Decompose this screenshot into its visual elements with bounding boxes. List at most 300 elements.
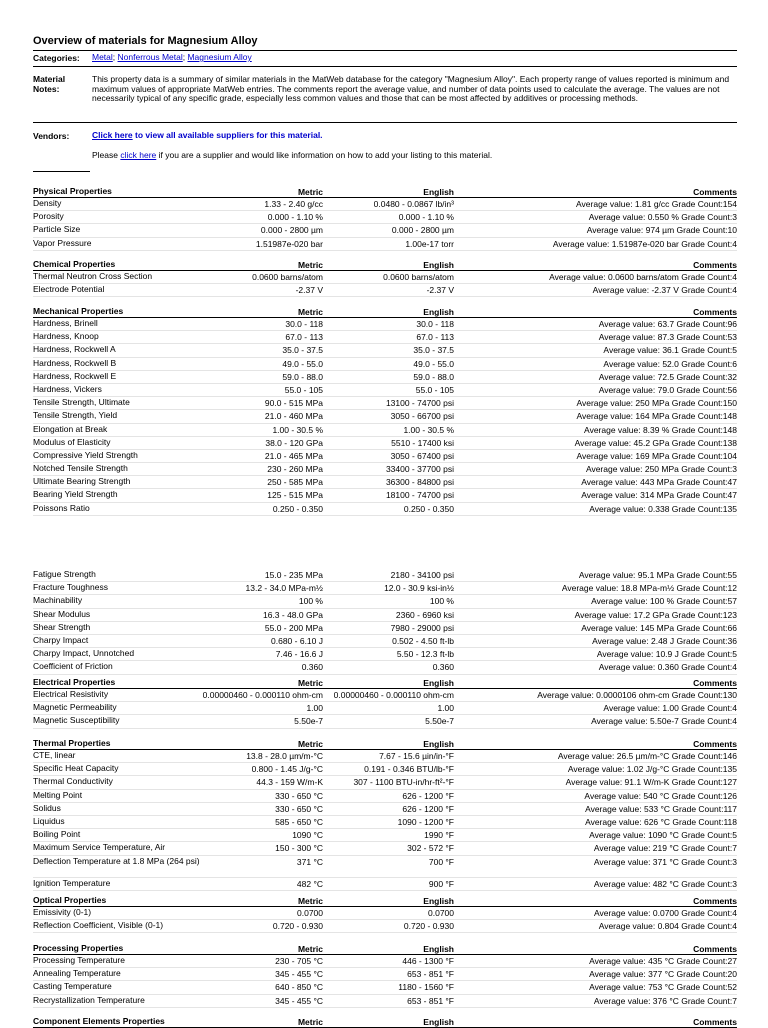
category-link-nonferrous-metal[interactable]: Nonferrous Metal bbox=[117, 52, 183, 62]
supplier-click-here-link[interactable]: click here bbox=[120, 150, 157, 160]
english-column-header: English bbox=[423, 739, 454, 749]
table-row bbox=[33, 198, 737, 211]
english-value: 7980 - 29000 psi bbox=[390, 622, 454, 633]
supplier-note-pre: Please bbox=[92, 150, 121, 160]
property-name: CTE, linear bbox=[33, 750, 76, 760]
table-row bbox=[33, 661, 737, 674]
metric-value: 0.800 - 1.45 J/g-°C bbox=[251, 764, 323, 775]
table-row bbox=[33, 437, 737, 450]
metric-value: 1.00 - 30.5 % bbox=[272, 424, 323, 435]
english-value: 67.0 - 113 bbox=[416, 332, 454, 343]
property-name: Coefficient of Friction bbox=[33, 661, 113, 672]
property-name: Processing Temperature bbox=[33, 955, 125, 965]
section-title: Mechanical Properties bbox=[33, 306, 124, 316]
table-row bbox=[33, 424, 737, 437]
english-value: 626 - 1200 °F bbox=[402, 790, 454, 801]
metric-value: 0.680 - 6.10 J bbox=[271, 635, 323, 646]
property-name: Hardness, Rockwell E bbox=[33, 370, 117, 381]
material-notes-label: Material Notes: bbox=[33, 74, 66, 94]
comment-value: Average value: 145 MPa Grade Count:66 bbox=[581, 622, 737, 633]
metric-value: 125 - 515 MPa bbox=[267, 490, 323, 501]
property-section bbox=[33, 739, 737, 891]
metric-column-header: Metric bbox=[297, 896, 323, 906]
categories-label: Categories: bbox=[33, 53, 80, 63]
metric-value: 90.0 - 515 MPa bbox=[264, 398, 323, 409]
metric-value: 21.0 - 465 MPa bbox=[264, 450, 323, 461]
metric-value: 1.33 - 2.40 g/cc bbox=[264, 199, 323, 209]
comment-value: Average value: 10.9 J Grade Count:5 bbox=[596, 649, 737, 660]
metric-value: 345 - 455 °C bbox=[275, 969, 323, 980]
property-name: Deflection Temperature at 1.8 MPa (264 psi) bbox=[33, 855, 200, 866]
table-row bbox=[33, 878, 737, 891]
metric-value: 5.50e-7 bbox=[294, 716, 323, 727]
categories-links: Metal; Nonferrous Metal; Magnesium Alloy bbox=[92, 52, 252, 62]
metric-value: 585 - 650 °C bbox=[275, 816, 323, 827]
table-row bbox=[33, 463, 737, 476]
english-value: 0.0600 barns/atom bbox=[383, 272, 454, 282]
metric-value: 49.0 - 55.0 bbox=[282, 358, 323, 369]
section-title: Processing Properties bbox=[33, 943, 124, 953]
comment-value: Average value: 1.00 Grade Count:4 bbox=[603, 703, 737, 714]
english-column-header: English bbox=[423, 944, 454, 954]
metric-value: 35.0 - 37.5 bbox=[282, 345, 323, 356]
comment-value: Average value: 219 °C Grade Count:7 bbox=[593, 843, 737, 854]
english-value: 446 - 1300 °F bbox=[402, 956, 454, 966]
property-name: Liquidus bbox=[33, 815, 65, 826]
english-value: 1.00 bbox=[437, 703, 454, 714]
metric-value: 67.0 - 113 bbox=[285, 332, 323, 343]
comment-value: Average value: 8.39 % Grade Count:148 bbox=[584, 424, 737, 435]
table-row bbox=[33, 750, 737, 763]
comment-value: Average value: 0.550 % Grade Count:3 bbox=[588, 212, 737, 223]
english-column-header: English bbox=[423, 896, 454, 906]
english-column-header: English bbox=[423, 260, 454, 270]
property-name: Porosity bbox=[33, 211, 64, 222]
property-section bbox=[33, 187, 737, 251]
property-name: Thermal Neutron Cross Section bbox=[33, 271, 153, 281]
metric-value: 250 - 585 MPa bbox=[267, 477, 323, 488]
comments-column-header: Comments bbox=[693, 1017, 737, 1027]
table-row bbox=[33, 702, 737, 715]
metric-value: 59.0 - 88.0 bbox=[282, 371, 323, 382]
metric-value: 1090 °C bbox=[292, 830, 323, 841]
property-name: Casting Temperature bbox=[33, 981, 112, 992]
english-value: 1090 - 1200 °F bbox=[397, 816, 454, 827]
metric-value: 330 - 650 °C bbox=[275, 790, 323, 801]
table-row bbox=[33, 907, 737, 920]
table-row bbox=[33, 856, 737, 878]
comment-value: Average value: 0.0600 barns/atom Grade Count:4 bbox=[549, 272, 737, 282]
property-name: Electrical Resistivity bbox=[33, 689, 109, 699]
table-row bbox=[33, 358, 737, 371]
metric-value: 330 - 650 °C bbox=[275, 803, 323, 814]
metric-column-header: Metric bbox=[297, 260, 323, 270]
property-name: Charpy Impact bbox=[33, 634, 89, 645]
comment-value: Average value: 1090 °C Grade Count:5 bbox=[589, 830, 737, 841]
metric-value: 0.720 - 0.930 bbox=[272, 921, 323, 932]
comment-value: Average value: 314 MPa Grade Count:47 bbox=[581, 490, 737, 501]
english-value: 33400 - 37700 psi bbox=[385, 464, 454, 475]
comment-value: Average value: 482 °C Grade Count:3 bbox=[593, 878, 737, 889]
table-row bbox=[33, 224, 737, 237]
comment-value: Average value: 540 °C Grade Count:126 bbox=[584, 790, 737, 801]
table-row bbox=[33, 648, 737, 661]
property-name: Tensile Strength, Ultimate bbox=[33, 397, 130, 408]
table-row bbox=[33, 476, 737, 489]
table-row bbox=[33, 622, 737, 635]
english-value: 0.00000460 - 0.000110 ohm-cm bbox=[333, 690, 454, 700]
english-value: 3050 - 66700 psi bbox=[390, 411, 454, 422]
english-value: 30.0 - 118 bbox=[416, 319, 454, 329]
table-row bbox=[33, 842, 737, 855]
comment-value: Average value: 79.0 Grade Count:56 bbox=[598, 384, 737, 395]
property-name: Hardness, Vickers bbox=[33, 383, 102, 394]
property-name: Tensile Strength, Yield bbox=[33, 410, 118, 421]
metric-value: 482 °C bbox=[296, 878, 323, 889]
table-row bbox=[33, 609, 737, 622]
comment-value: Average value: 18.8 MPa-m½ Grade Count:12 bbox=[561, 583, 737, 594]
table-row bbox=[33, 995, 737, 1008]
table-row bbox=[33, 331, 737, 344]
english-value: 302 - 572 °F bbox=[407, 843, 454, 854]
comment-value: Average value: 0.338 Grade Count:135 bbox=[589, 503, 737, 514]
property-name: Melting Point bbox=[33, 789, 83, 800]
property-name: Solidus bbox=[33, 802, 61, 813]
metric-value: 0.00000460 - 0.000110 ohm-cm bbox=[202, 690, 323, 700]
table-row bbox=[33, 271, 737, 284]
metric-value: 21.0 - 460 MPa bbox=[264, 411, 323, 422]
comments-column-header: Comments bbox=[693, 896, 737, 906]
english-column-header: English bbox=[423, 1017, 454, 1027]
table-row bbox=[33, 344, 737, 357]
english-value: 13100 - 74700 psi bbox=[385, 398, 454, 409]
table-row bbox=[33, 284, 737, 297]
comment-value: Average value: 1.51987e-020 bar Grade Count:4 bbox=[552, 238, 737, 249]
property-name: Shear Strength bbox=[33, 621, 91, 632]
property-name: Elongation at Break bbox=[33, 423, 108, 434]
comment-value: Average value: 974 µm Grade Count:10 bbox=[586, 225, 737, 236]
table-row bbox=[33, 920, 737, 933]
section-header-row bbox=[33, 1017, 737, 1028]
section-title: Electrical Properties bbox=[33, 677, 116, 687]
metric-value: 150 - 300 °C bbox=[275, 843, 323, 854]
metric-value: 640 - 850 °C bbox=[275, 982, 323, 993]
english-value: 5510 - 17400 ksi bbox=[391, 437, 454, 448]
comment-value: Average value: 91.1 W/m-K Grade Count:127 bbox=[565, 777, 737, 788]
vendors-link-text: to view all available suppliers for this material. bbox=[132, 130, 323, 140]
comment-value: Average value: 250 MPa Grade Count:3 bbox=[585, 464, 737, 475]
metric-value: 371 °C bbox=[296, 856, 323, 867]
english-value: 5.50 - 12.3 ft-lb bbox=[396, 649, 454, 660]
property-name: Annealing Temperature bbox=[33, 968, 121, 979]
category-link-magnesium-alloy[interactable]: Magnesium Alloy bbox=[187, 52, 252, 62]
property-section bbox=[33, 896, 737, 933]
english-value: 900 °F bbox=[428, 878, 454, 889]
vendors-divider bbox=[33, 171, 90, 172]
english-value: -2.37 V bbox=[426, 285, 454, 296]
section-header-row bbox=[33, 896, 737, 907]
vendors-line bbox=[92, 131, 737, 141]
property-name: Boiling Point bbox=[33, 829, 81, 840]
comment-value: Average value: 376 °C Grade Count:7 bbox=[593, 995, 737, 1006]
metric-value: 0.360 bbox=[301, 662, 323, 673]
metric-column-header: Metric bbox=[297, 944, 323, 954]
table-row bbox=[33, 582, 737, 595]
english-value: 3050 - 67400 psi bbox=[390, 450, 454, 461]
table-row bbox=[33, 371, 737, 384]
comments-column-header: Comments bbox=[693, 739, 737, 749]
comment-value: Average value: 753 °C Grade Count:52 bbox=[589, 982, 737, 993]
metric-value: 13.2 - 34.0 MPa-m½ bbox=[245, 583, 323, 594]
table-row bbox=[33, 503, 737, 516]
section-header-row bbox=[33, 739, 737, 750]
table-row bbox=[33, 238, 737, 251]
comment-value: Average value: 5.50e-7 Grade Count:4 bbox=[591, 716, 737, 727]
property-name: Reflection Coefficient, Visible (0-1) bbox=[33, 920, 164, 931]
comment-value: Average value: 0.0700 Grade Count:4 bbox=[593, 908, 737, 918]
table-row bbox=[33, 384, 737, 397]
property-section bbox=[33, 307, 737, 516]
property-name: Magnetic Permeability bbox=[33, 702, 117, 713]
comment-value: Average value: 1.02 J/g-°C Grade Count:135 bbox=[567, 764, 737, 775]
supplier-note-post: if you are a supplier and would like information on how to add your listing to this material. bbox=[156, 150, 493, 160]
property-name: Compressive Yield Strength bbox=[33, 449, 138, 460]
table-row bbox=[33, 776, 737, 789]
english-value: 100 % bbox=[429, 596, 454, 607]
notes-divider bbox=[33, 122, 737, 123]
comment-value: Average value: 1.81 g/cc Grade Count:154 bbox=[576, 199, 737, 209]
comments-column-header: Comments bbox=[693, 260, 737, 270]
section-title: Component Elements Properties bbox=[33, 1016, 165, 1026]
metric-value: 0.000 - 2800 µm bbox=[260, 225, 323, 236]
metric-column-header: Metric bbox=[297, 739, 323, 749]
table-row bbox=[33, 211, 737, 224]
english-value: 626 - 1200 °F bbox=[402, 803, 454, 814]
metric-column-header: Metric bbox=[297, 678, 323, 688]
comment-value: Average value: 36.1 Grade Count:5 bbox=[603, 345, 737, 356]
metric-value: 0.250 - 0.350 bbox=[272, 503, 323, 514]
comment-value: Average value: 26.5 µm/m-°C Grade Count:146 bbox=[557, 751, 737, 761]
property-name: Charpy Impact, Unnotched bbox=[33, 648, 135, 659]
metric-column-header: Metric bbox=[297, 307, 323, 317]
section-header-row bbox=[33, 307, 737, 318]
metric-value: 0.0700 bbox=[297, 908, 323, 918]
comment-value: Average value: 164 MPa Grade Count:148 bbox=[576, 411, 737, 422]
metric-value: 1.51987e-020 bar bbox=[255, 238, 323, 249]
metric-value: 55.0 - 200 MPa bbox=[264, 622, 323, 633]
comment-value: Average value: 626 °C Grade Count:118 bbox=[585, 816, 737, 827]
category-link-metal[interactable]: Metal bbox=[92, 52, 113, 62]
property-name: Hardness, Knoop bbox=[33, 331, 99, 342]
section-title: Optical Properties bbox=[33, 895, 107, 905]
metric-value: 1.00 bbox=[306, 703, 323, 714]
comment-value: Average value: 377 °C Grade Count:20 bbox=[589, 969, 737, 980]
property-name: Hardness, Rockwell A bbox=[33, 344, 116, 355]
property-name: Magnetic Susceptibility bbox=[33, 715, 120, 726]
property-name: Machinability bbox=[33, 595, 83, 606]
comment-value: Average value: 100 % Grade Count:57 bbox=[591, 596, 737, 607]
section-header-row bbox=[33, 678, 737, 689]
english-value: 7.67 - 15.6 µin/in-°F bbox=[379, 751, 454, 761]
comment-value: Average value: 63.7 Grade Count:96 bbox=[598, 319, 737, 329]
property-name: Fracture Toughness bbox=[33, 582, 108, 593]
english-value: 0.0480 - 0.0867 lb/in³ bbox=[373, 199, 454, 209]
metric-value: 44.3 - 159 W/m-K bbox=[256, 777, 323, 788]
english-value: 1990 °F bbox=[424, 830, 454, 841]
metric-value: 13.8 - 28.0 µm/m-°C bbox=[246, 751, 323, 761]
section-title: Thermal Properties bbox=[33, 738, 111, 748]
metric-column-header: Metric bbox=[297, 187, 323, 197]
metric-value: 55.0 - 105 bbox=[284, 384, 323, 395]
title-divider bbox=[33, 50, 737, 51]
comment-value: Average value: 250 MPa Grade Count:150 bbox=[576, 398, 737, 409]
table-row bbox=[33, 816, 737, 829]
metric-value: 230 - 705 °C bbox=[275, 956, 323, 966]
comment-value: Average value: 443 MPa Grade Count:47 bbox=[581, 477, 737, 488]
table-row bbox=[33, 763, 737, 776]
english-value: 18100 - 74700 psi bbox=[385, 490, 454, 501]
comments-column-header: Comments bbox=[693, 307, 737, 317]
comment-value: Average value: 533 °C Grade Count:117 bbox=[585, 803, 737, 814]
property-name: Shear Modulus bbox=[33, 608, 91, 619]
property-name: Poissons Ratio bbox=[33, 502, 90, 513]
comment-value: Average value: 45.2 GPa Grade Count:138 bbox=[574, 437, 737, 448]
english-value: 1.00e-17 torr bbox=[405, 238, 454, 249]
property-section bbox=[33, 260, 737, 297]
material-notes-text: This property data is a summary of similar materials in the MatWeb database for the category "Magnesium Alloy". Each property range of values reported is minimum and maximum values of appropriate MatWeb entries. The comments report the average value, and number of data points used to calculate the average. The values are not necessarily typical of any specific grade, especially less common values and those that can be most affected by additives or processing methods. bbox=[92, 74, 730, 104]
comment-value: Average value: 169 MPa Grade Count:104 bbox=[576, 450, 737, 461]
english-value: 49.0 - 55.0 bbox=[413, 358, 454, 369]
section-title: Chemical Properties bbox=[33, 259, 116, 269]
property-name: Bearing Yield Strength bbox=[33, 489, 118, 500]
metric-value: 0.000 - 1.10 % bbox=[267, 212, 323, 223]
english-value: 5.50e-7 bbox=[425, 716, 454, 727]
section-header-row bbox=[33, 187, 737, 198]
english-value: 35.0 - 37.5 bbox=[413, 345, 454, 356]
property-section bbox=[33, 1017, 737, 1028]
property-name: Ultimate Bearing Strength bbox=[33, 476, 131, 487]
property-section bbox=[33, 944, 737, 1008]
english-value: 1180 - 1560 °F bbox=[398, 982, 454, 993]
metric-value: 0.0600 barns/atom bbox=[252, 272, 323, 282]
english-value: 0.0700 bbox=[428, 908, 454, 918]
table-row bbox=[33, 829, 737, 842]
table-row bbox=[33, 955, 737, 968]
property-name: Density bbox=[33, 198, 62, 208]
metric-value: 345 - 455 °C bbox=[275, 995, 323, 1006]
property-section bbox=[33, 678, 737, 729]
property-name: Particle Size bbox=[33, 224, 81, 235]
english-value: 0.000 - 2800 µm bbox=[391, 225, 454, 236]
english-value: 2180 - 34100 psi bbox=[390, 570, 454, 580]
comments-column-header: Comments bbox=[693, 944, 737, 954]
property-section bbox=[33, 569, 737, 675]
property-name: Vapor Pressure bbox=[33, 237, 92, 248]
property-name: Modulus of Elasticity bbox=[33, 436, 111, 447]
table-row bbox=[33, 569, 737, 582]
property-name: Hardness, Rockwell B bbox=[33, 357, 117, 368]
table-row bbox=[33, 318, 737, 331]
section-header-row bbox=[33, 260, 737, 271]
metric-column-header: Metric bbox=[297, 1017, 323, 1027]
english-value: 0.502 - 4.50 ft-lb bbox=[392, 635, 454, 646]
property-name: Thermal Conductivity bbox=[33, 776, 113, 787]
comment-value: Average value: 435 °C Grade Count:27 bbox=[589, 956, 737, 966]
property-name: Fatigue Strength bbox=[33, 569, 96, 579]
table-row bbox=[33, 397, 737, 410]
metric-value: 15.0 - 235 MPa bbox=[264, 570, 323, 580]
comment-value: Average value: 72.5 Grade Count:32 bbox=[598, 371, 737, 382]
property-name: Hardness, Brinell bbox=[33, 318, 98, 328]
english-value: 12.0 - 30.9 ksi-in½ bbox=[384, 583, 454, 594]
english-value: 0.360 bbox=[432, 662, 454, 673]
comment-value: Average value: 0.360 Grade Count:4 bbox=[598, 662, 737, 673]
english-value: 55.0 - 105 bbox=[415, 384, 454, 395]
property-name: Notched Tensile Strength bbox=[33, 463, 128, 474]
table-row bbox=[33, 689, 737, 702]
table-row bbox=[33, 450, 737, 463]
english-value: 653 - 851 °F bbox=[407, 969, 454, 980]
table-row bbox=[33, 790, 737, 803]
page-title: Overview of materials for Magnesium Alloy bbox=[33, 35, 258, 47]
comment-value: Average value: 2.48 J Grade Count:36 bbox=[592, 635, 737, 646]
supplier-note bbox=[92, 151, 737, 161]
property-name: Recrystallization Temperature bbox=[33, 994, 145, 1005]
metric-value: 7.46 - 16.6 J bbox=[275, 649, 323, 660]
property-name: Electrode Potential bbox=[33, 284, 105, 295]
comment-value: Average value: 17.2 GPa Grade Count:123 bbox=[574, 609, 737, 620]
english-value: 0.000 - 1.10 % bbox=[398, 212, 454, 223]
comment-value: Average value: 87.3 Grade Count:53 bbox=[598, 332, 737, 343]
metric-value: 230 - 260 MPa bbox=[267, 464, 323, 475]
comments-column-header: Comments bbox=[693, 678, 737, 688]
property-name: Ignition Temperature bbox=[33, 877, 111, 888]
categories-divider bbox=[33, 66, 737, 67]
english-value: 0.250 - 0.350 bbox=[403, 503, 454, 514]
table-row bbox=[33, 803, 737, 816]
metric-value: 30.0 - 118 bbox=[285, 319, 323, 329]
metric-value: 100 % bbox=[298, 596, 323, 607]
comment-value: Average value: -2.37 V Grade Count:4 bbox=[592, 285, 737, 296]
english-column-header: English bbox=[423, 187, 454, 197]
table-row bbox=[33, 410, 737, 423]
english-column-header: English bbox=[423, 678, 454, 688]
english-value: 653 - 851 °F bbox=[407, 995, 454, 1006]
english-value: 36300 - 84800 psi bbox=[385, 477, 454, 488]
metric-value: 38.0 - 120 GPa bbox=[265, 437, 323, 448]
comments-column-header: Comments bbox=[693, 187, 737, 197]
metric-value: 16.3 - 48.0 GPa bbox=[262, 609, 323, 620]
vendors-label: Vendors: bbox=[33, 131, 70, 141]
table-row bbox=[33, 968, 737, 981]
english-column-header: English bbox=[423, 307, 454, 317]
comment-value: Average value: 371 °C Grade Count:3 bbox=[593, 856, 737, 867]
english-value: 0.720 - 0.930 bbox=[403, 921, 454, 932]
table-row bbox=[33, 595, 737, 608]
metric-value: -2.37 V bbox=[295, 285, 323, 296]
section-header-row bbox=[33, 944, 737, 955]
table-row bbox=[33, 981, 737, 994]
comment-value: Average value: 95.1 MPa Grade Count:55 bbox=[578, 570, 737, 580]
vendors-click-here-link[interactable]: Click here bbox=[92, 130, 133, 140]
table-row bbox=[33, 635, 737, 648]
english-value: 0.191 - 0.346 BTU/lb-°F bbox=[364, 764, 454, 775]
english-value: 1.00 - 30.5 % bbox=[403, 424, 454, 435]
comment-value: Average value: 0.804 Grade Count:4 bbox=[598, 921, 737, 932]
english-value: 700 °F bbox=[428, 856, 454, 867]
property-name: Specific Heat Capacity bbox=[33, 763, 119, 774]
section-title: Physical Properties bbox=[33, 186, 112, 196]
